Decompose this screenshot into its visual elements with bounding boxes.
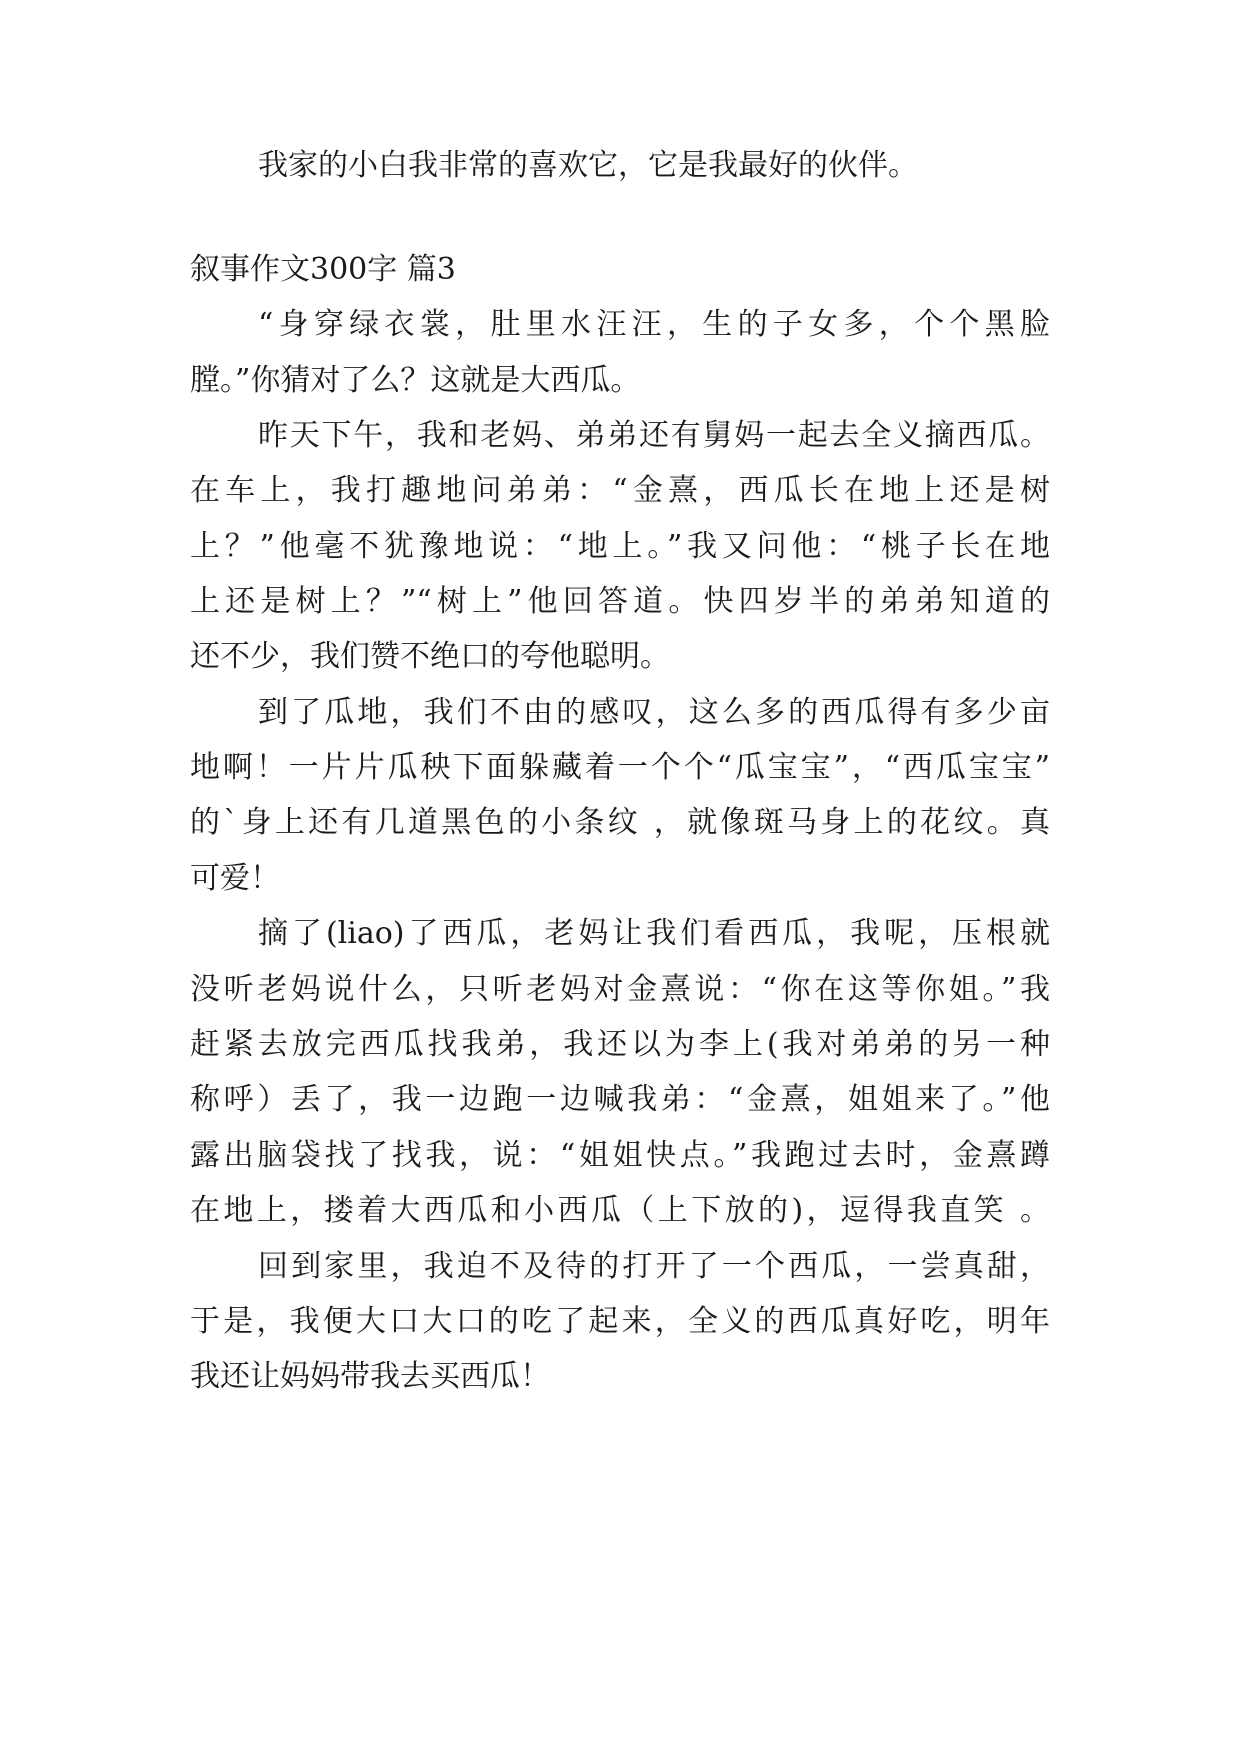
paragraph-line: 称呼）丢了，我一边跑一边喊我弟：“金熹，姐姐来了。”他	[190, 1082, 1050, 1117]
paragraph-line: 摘了(liao)了西瓜，老妈让我们看西瓜，我呢，压根就	[258, 916, 1050, 951]
paragraph-line: 地啊！一片片瓜秧下面躲藏着一个个“瓜宝宝”，“西瓜宝宝”	[190, 750, 1050, 785]
paragraph-line: “身穿绿衣裳，肚里水汪汪，生的子女多，个个黑脸	[258, 307, 1050, 342]
paragraph-line: 在车上，我打趣地问弟弟：“金熹，西瓜长在地上还是树	[190, 473, 1050, 508]
paragraph-line: 可爱！	[190, 861, 280, 896]
paragraph-line: 膛。”你猜对了么？这就是大西瓜。	[190, 363, 641, 398]
paragraph-line: 回到家里，我迫不及待的打开了一个西瓜，一尝真甜，	[258, 1249, 1050, 1284]
paragraph-line: 昨天下午，我和老妈、弟弟还有舅妈一起去全义摘西瓜。	[258, 418, 1050, 453]
paragraph-line: 的`身上还有几道黑色的小条纹 ，就像斑马身上的花纹。真	[190, 805, 1050, 840]
paragraph-line: 上还是树上？”“树上”他回答道。快四岁半的弟弟知道的	[190, 584, 1050, 619]
section-heading: 叙事作文300字 篇3	[190, 252, 456, 287]
paragraph-line: 到了瓜地，我们不由的感叹，这么多的西瓜得有多少亩	[258, 695, 1050, 730]
paragraph-line: 还不少，我们赞不绝口的夸他聪明。	[190, 639, 670, 674]
paragraph-line: 赶紧去放完西瓜找我弟，我还以为李上(我对弟弟的另一种	[190, 1027, 1050, 1062]
paragraph-line: 露出脑袋找了找我，说：“姐姐快点。”我跑过去时，金熹蹲	[190, 1138, 1050, 1173]
paragraph-line: 上？”他毫不犹豫地说：“地上。”我又问他：“桃子长在地	[190, 529, 1050, 564]
paragraph-line: 于是，我便大口大口的吃了起来，全义的西瓜真好吃，明年	[190, 1304, 1050, 1339]
paragraph-line: 在地上，搂着大西瓜和小西瓜（上下放的)，逗得我直笑 。	[190, 1193, 1050, 1228]
paragraph-line: 没听老妈说什么，只听老妈对金熹说：“你在这等你姐。”我	[190, 972, 1050, 1007]
paragraph-line: 我还让妈妈带我去买西瓜！	[190, 1359, 550, 1394]
intro-line: 我家的小白我非常的喜欢它，它是我最好的伙伴。	[258, 148, 918, 183]
